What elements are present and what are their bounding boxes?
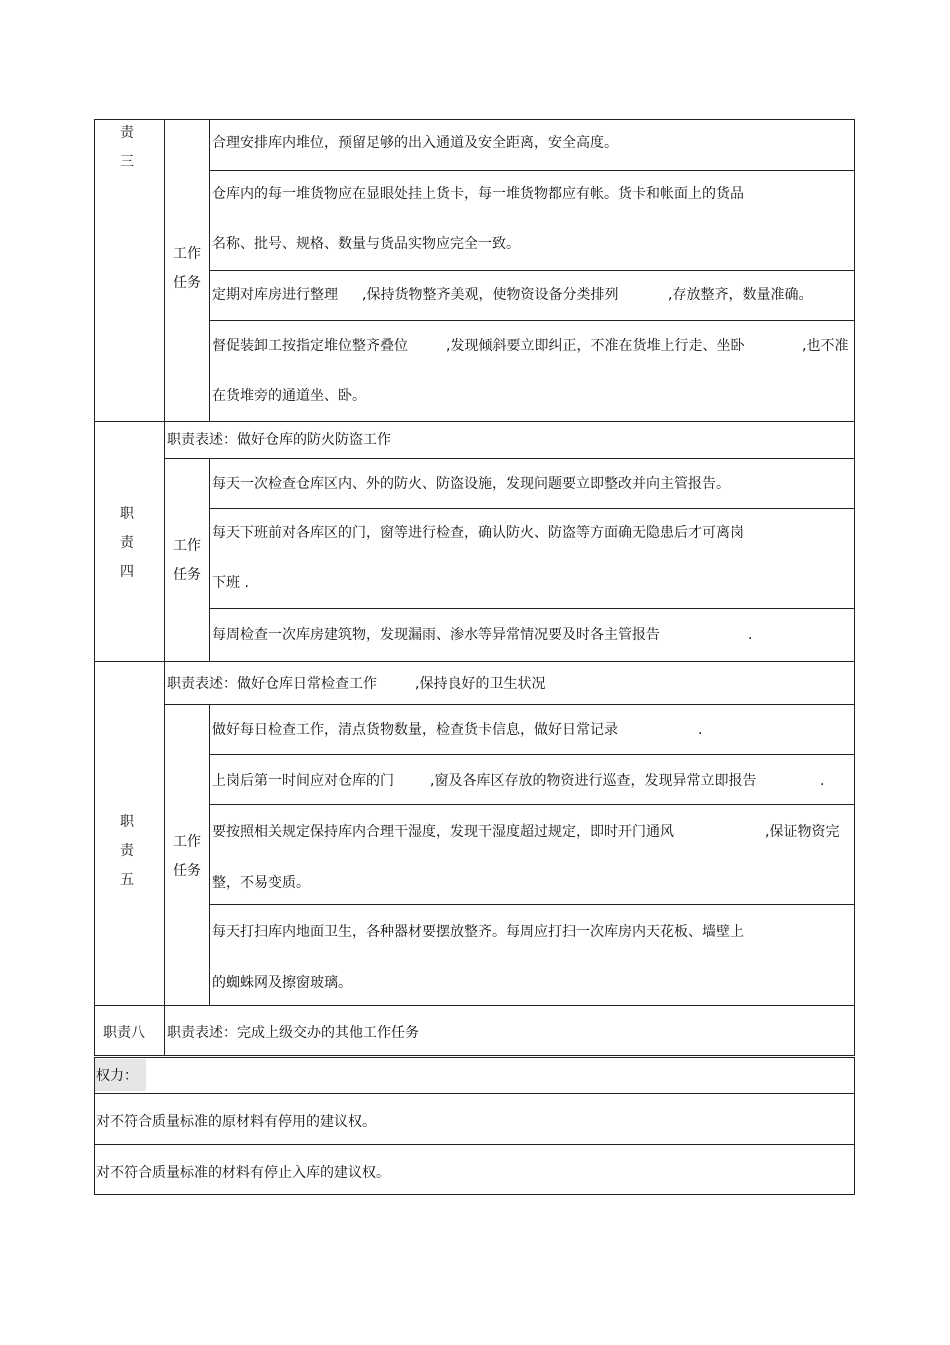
- duty-5-task-2-part-2: ,窗及各库区存放的物资进行巡查，发现异常立即报告: [430, 773, 757, 789]
- duty-4-task-label: 工作 任务: [173, 538, 201, 583]
- duty-4-label: 职 责 四: [120, 506, 134, 580]
- duty-3-task-4-part-1: 督促装卸工按指定堆位整齐叠位: [212, 338, 408, 354]
- duty-5-task-2-period: .: [820, 773, 825, 789]
- duty-4-task-3: 每周检查一次库房建筑物，发现漏雨、渗水等异常情况要及时各主管报告: [212, 627, 660, 643]
- duty-5-task-4-line-2: 的蜘蛛网及擦窗玻璃。: [212, 975, 352, 991]
- duty-3-task-label: 工作 任务: [173, 246, 201, 291]
- duty-5-task-1: 做好每日检查工作，清点货物数量，检查货卡信息，做好日常记录: [212, 722, 618, 738]
- duty-3-task-1: 合理安排库内堆位，预留足够的出入通道及安全距离，安全高度。: [212, 135, 618, 151]
- duty-5-task-label: 工作 任务: [173, 834, 201, 879]
- duty-4-task-2-line-2: 下班 .: [212, 575, 249, 591]
- duty-3-task-3-part-2: ,保持货物整齐美观，使物资设备分类排列: [362, 287, 619, 303]
- duty-5-task-3-part-2: ,保证物资完: [765, 824, 840, 840]
- duty-3-task-2-line-2: 名称、批号、规格、数量与货品实物应完全一致。: [212, 236, 520, 252]
- duty-8-description: 职责表述：完成上级交办的其他工作任务: [167, 1025, 419, 1041]
- duty-5-label: 职 责 五: [120, 814, 134, 888]
- authority-item-1: 对不符合质量标准的原材料有停用的建议权。: [96, 1114, 376, 1130]
- duty-5-task-3-part-1: 要按照相关规定保持库内合理干湿度，发现干湿度超过规定，即时开门通风: [212, 824, 674, 840]
- duty-3-label: 责 三: [120, 125, 134, 170]
- duty-4-task-1: 每天一次检查仓库区内、外的防火、防盗设施，发现问题要立即整改并向主管报告。: [212, 476, 730, 492]
- duty-3-task-3-part-3: ,存放整齐，数量准确。: [668, 287, 813, 303]
- duty-4-description: 职责表述：做好仓库的防火防盗工作: [167, 432, 391, 448]
- duty-5-description-part-1: 职责表述：做好仓库日常检查工作: [167, 676, 377, 692]
- duty-4-task-3-period: .: [748, 627, 753, 643]
- duty-3-task-4-part-2: ,发现倾斜要立即纠正，不准在货堆上行走、坐卧: [446, 338, 745, 354]
- duty-3-task-4-line-2: 在货堆旁的通道坐、卧。: [212, 388, 366, 404]
- duty-3-task-3-part-1: 定期对库房进行整理: [212, 287, 338, 303]
- duty-3-task-2-line-1: 仓库内的每一堆货物应在显眼处挂上货卡，每一堆货物都应有帐。货卡和帐面上的货品: [212, 186, 744, 202]
- duty-5-description-part-2: ,保持良好的卫生状况: [415, 676, 546, 692]
- duty-5-task-3-line-2: 整，不易变质。: [212, 875, 310, 891]
- authority-title: 权力：: [96, 1068, 138, 1084]
- duty-8-label: 职责八: [103, 1025, 145, 1041]
- duty-3-task-4-part-3: ,也不准: [802, 338, 849, 354]
- duty-4-task-2-line-1: 每天下班前对各库区的门，窗等进行检查，确认防火、防盗等方面确无隐患后才可离岗: [212, 525, 744, 541]
- duty-5-task-4-line-1: 每天打扫库内地面卫生，各种器材要摆放整齐。每周应打扫一次库房内天花板、墙壁上: [212, 924, 744, 940]
- duty-5-task-1-period: .: [698, 722, 703, 738]
- authority-item-2: 对不符合质量标准的材料有停止入库的建议权。: [96, 1165, 390, 1181]
- duty-5-task-2-part-1: 上岗后第一时间应对仓库的门: [212, 773, 394, 789]
